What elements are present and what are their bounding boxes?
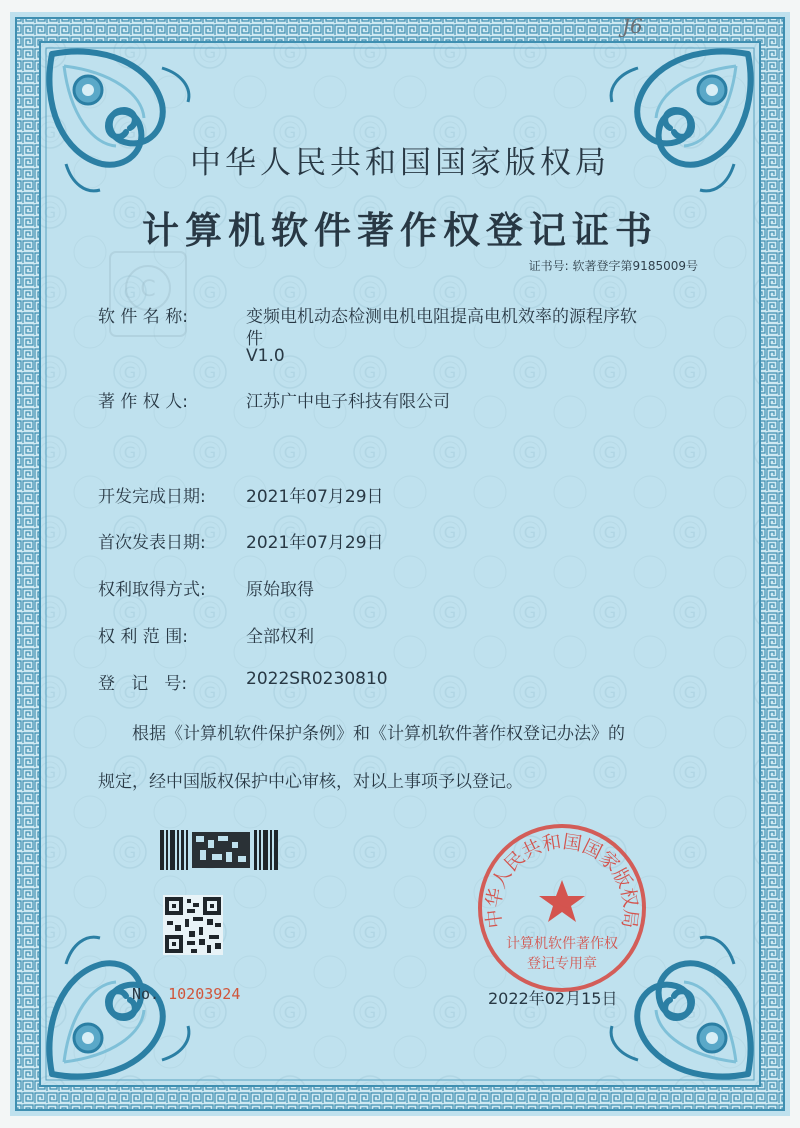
seal-center-line-1: 计算机软件著作权 [506, 936, 618, 952]
certificate-number-value: 软著登字第9185009号 [572, 259, 698, 273]
field-label-rights-acquisition: 权利取得方式: [98, 580, 206, 600]
field-value-rights-scope: 全部权利 [246, 627, 314, 647]
certificate [10, 12, 790, 1116]
field-value-completion-date: 2021年07月29日 [246, 487, 384, 507]
serial-prefix: No. [132, 985, 160, 1003]
issuing-authority: 中华人民共和国国家版权局 [190, 145, 610, 181]
serial-number [132, 985, 240, 1003]
field-value-publication-date: 2021年07月29日 [246, 533, 384, 553]
statement-line-1: 根据《计算机软件保护条例》和《计算机软件著作权登记办法》的 [132, 724, 625, 744]
handwritten-mark: J6 [622, 14, 643, 38]
field-label-publication-date: 首次发表日期: [98, 533, 206, 553]
field-label-registration-number: 登 记 号: [98, 674, 188, 694]
seal-center-line-2: 登记专用章 [527, 956, 597, 972]
statement-line-2: 规定，经中国版权保护中心审核，对以上事项予以登记。 [98, 772, 523, 792]
field-label-completion-date: 开发完成日期: [98, 487, 206, 507]
seal-ring-text: 中华人民共和国国家版权局 [482, 830, 642, 930]
certificate-number-label: 证书号: [528, 259, 569, 273]
field-label-rights-scope: 权 利 范 围: [98, 627, 188, 647]
field-value-rights-acquisition: 原始取得 [246, 580, 314, 600]
qr-code [163, 895, 223, 955]
field-label-copyright-owner: 著 作 权 人: [98, 392, 188, 412]
field-value-software-version: V1.0 [246, 346, 285, 366]
field-value-registration-number: 2022SR0230810 [246, 669, 388, 689]
field-value-software-name-line2: 件 [246, 329, 263, 349]
certificate-title: 计算机软件著作权登记证书 [142, 208, 658, 252]
official-seal [472, 816, 652, 996]
issue-date: 2022年02月15日 [488, 989, 618, 1008]
field-value-copyright-owner: 江苏广中电子科技有限公司 [246, 392, 450, 412]
barcode [160, 830, 278, 870]
field-value-software-name-line1: 变频电机动态检测电机电阻提高电机效率的源程序软 [246, 307, 637, 327]
svg-text:C: C [140, 277, 156, 302]
field-label-software-name: 软 件 名 称: [98, 307, 188, 327]
seal-star-icon [539, 880, 585, 922]
certificate-number [529, 257, 698, 274]
serial-value: 10203924 [168, 985, 241, 1003]
